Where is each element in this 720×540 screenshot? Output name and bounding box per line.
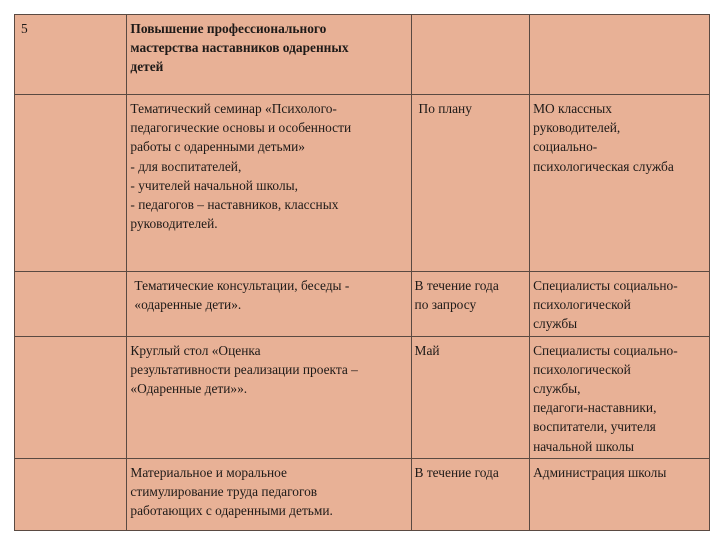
table-row (15, 458, 710, 530)
event-line: «Одаренные дети»». (130, 381, 248, 397)
row-number: 5 (21, 21, 28, 36)
timing-cell (411, 336, 530, 458)
responsible-line: начальной школы (533, 438, 634, 454)
responsible-line: педагоги-наставники, (533, 400, 657, 416)
timing-cell (411, 95, 530, 272)
responsible-cell (530, 15, 710, 95)
event-line: Материальное и моральное (130, 464, 287, 480)
event-line: Тематический семинар «Психолого- (130, 101, 337, 116)
event-cell (127, 272, 411, 337)
timing-line: по запросу (414, 297, 477, 313)
event-line: детей (130, 59, 164, 75)
event-cell (127, 458, 411, 530)
responsible-cell (530, 336, 710, 458)
event-line: - для воспитателей, (130, 158, 242, 174)
event-line: мастерства наставников одаренных (130, 40, 349, 56)
responsible-line: Специалисты социально- (533, 342, 678, 358)
row-number-cell (15, 15, 127, 95)
responsible-cell (530, 458, 710, 530)
timing-cell (411, 15, 530, 95)
event-line: Круглый стол «Оценка (130, 342, 261, 358)
responsible-line: МО классных (533, 101, 612, 116)
responsible-line: Специалисты социально- (533, 278, 678, 293)
responsible-line: службы (533, 316, 578, 332)
timing-line: В течение года (414, 464, 499, 480)
timing-cell (411, 458, 530, 530)
table-row (15, 336, 710, 458)
responsible-cell (530, 272, 710, 337)
responsible-line: социально- (533, 139, 598, 155)
slide-sheet (14, 14, 710, 531)
event-line: «одаренные дети». (134, 297, 242, 313)
event-line: Повышение профессионального (130, 21, 327, 36)
row-number-cell (15, 336, 127, 458)
row-number-cell (15, 458, 127, 530)
table-row (15, 272, 710, 337)
event-line: руководителей. (130, 216, 218, 232)
event-line: результативности реализации проекта – (130, 361, 358, 377)
table-row (15, 95, 710, 272)
row-number-cell (15, 95, 127, 272)
timing-line: По плану (418, 101, 472, 116)
responsible-line: Администрация школы (533, 464, 667, 480)
responsible-line: воспитатели, учителя (533, 419, 656, 435)
responsible-line: руководителей, (533, 120, 621, 136)
event-line: работы с одаренными детьми» (130, 139, 305, 155)
event-line: - педагогов – наставников, классных (130, 197, 339, 213)
event-line: работающих с одаренными детьми. (130, 503, 333, 519)
timing-line: Май (414, 342, 440, 358)
responsible-line: службы, (533, 381, 581, 397)
table-row (15, 15, 710, 95)
responsible-line: психологической (533, 361, 631, 377)
event-line: педагогические основы и особенности (130, 120, 352, 136)
timing-cell (411, 272, 530, 337)
event-cell (127, 15, 411, 95)
events-table (14, 14, 710, 531)
event-line: стимулирование труда педагогов (130, 484, 318, 500)
responsible-line: психологическая служба (533, 158, 674, 174)
event-cell (127, 95, 411, 272)
event-line: Тематические консультации, беседы - (134, 278, 350, 293)
responsible-line: психологической (533, 297, 631, 313)
event-cell (127, 336, 411, 458)
row-number-cell (15, 272, 127, 337)
timing-line: В течение года (414, 278, 499, 293)
event-line: - учителей начальной школы, (130, 177, 298, 193)
responsible-cell (530, 95, 710, 272)
